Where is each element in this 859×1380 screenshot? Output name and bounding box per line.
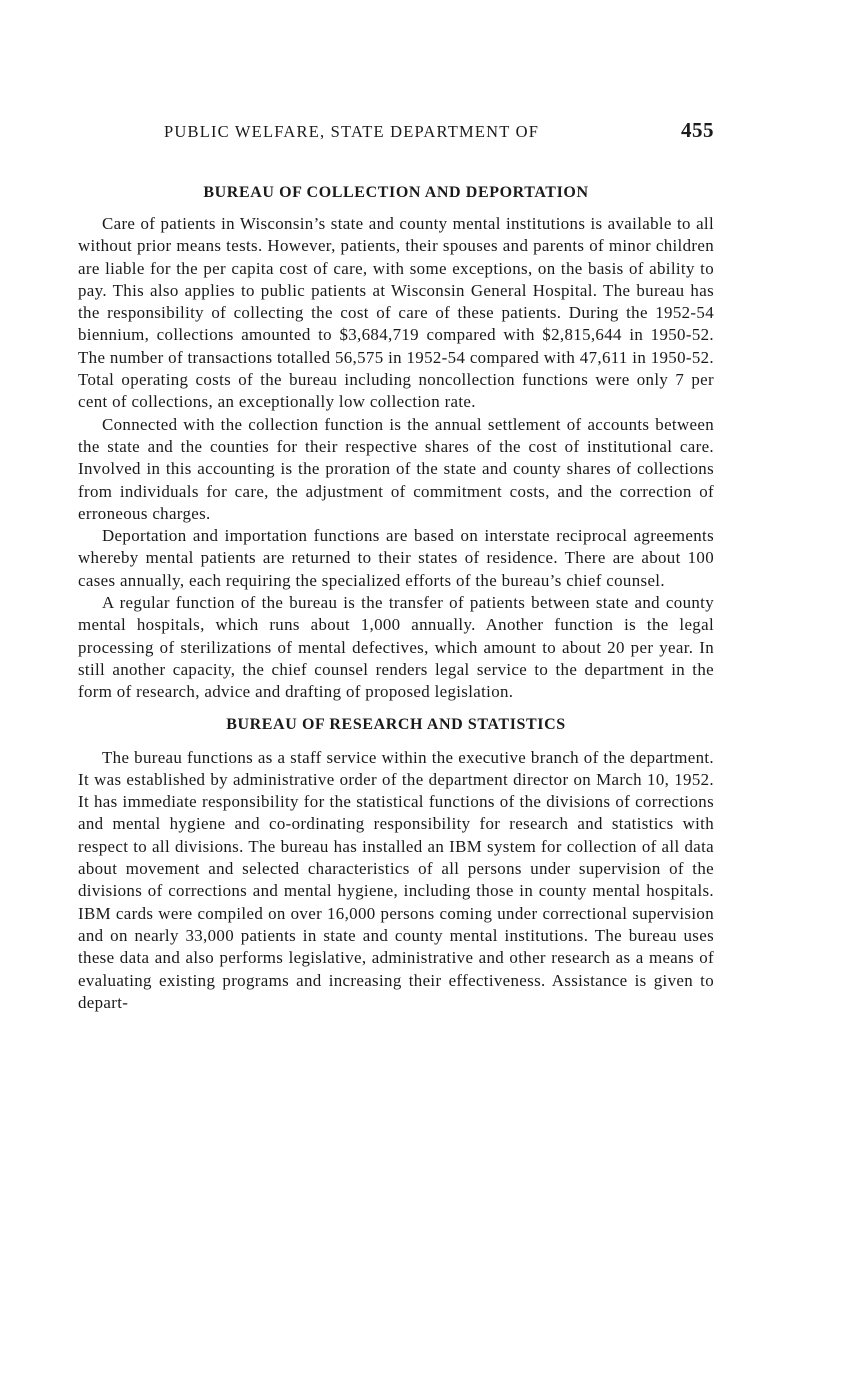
document-page [78, 118, 714, 1014]
paragraph-transfer: A regular function of the bureau is the transfer of patients between state and county mental hospitals, which runs about 1,000 annually. Another function is the legal processing of sterilizations of mental defectives, which amount to about 20 per year. In still another capacity, the chief counsel renders legal service to the department in the form of research, advice and drafting of proposed legislation. [78, 593, 714, 702]
paragraph-research-bureau: The bureau functions as a staff service within the executive branch of the department. It was established by administrative order of the department director on March 10, 1952. It has immediate responsibility for the statistical functions of the divisions of corrections and mental hygiene and co-ordinating responsibility for research and statistics with respect to all divisions. The bureau has installed an IBM system for collection of all data about movement and selected characteristics of all persons under supervision of the divisions of corrections and mental hygiene, including those in county mental hospitals. IBM cards were compiled on over 16,000 persons coming under correctional supervision and on nearly 33,000 patients in state and county mental institutions. The bureau uses these data and also performs legislative, administrative and other research as a means of evaluating existing programs and increasing their effectiveness. Assistance is given to depart- [78, 747, 714, 1012]
paragraph-collection-care: Care of patients in Wisconsin’s state and county mental institutions is available to all without prior means tests. However, patients, their spouses and parents of minor children are liable for the per capita cost of care, with some exceptions, on the basis of ability to pay. This also applies to public patients at Wisconsin General Hospital. The bureau has the responsibility of collecting the cost of care of these patients. During the 1952-54 biennium, collections amounted to $3,684,719 compared with $2,815,644 in 1950-52. The number of transactions totalled 56,575 in 1952-54 compared with 47,611 in 1950-52. Total operating costs of the bureau including noncollection functions were only 7 per cent of collections, an exceptionally low collection rate. [78, 214, 715, 412]
section-heading-research: BUREAU OF RESEARCH AND STATISTICS [226, 715, 566, 733]
page-number: 455 [681, 118, 714, 142]
paragraph-collection-settlement: Connected with the collection function is the annual settlement of accounts between the state and the counties for their respective shares of the cost of institutional care. Involved in this accounting is the proration of the state and county shares of collections from individuals for care, the adjustment of commitment costs, and the correction of erroneous charges. [78, 414, 714, 523]
running-header [78, 118, 714, 154]
section-heading-collection: BUREAU OF COLLECTION AND DEPORTATION [203, 184, 589, 201]
running-title: PUBLIC WELFARE, STATE DEPARTMENT OF [164, 122, 540, 141]
paragraph-deportation: Deportation and importation functions are based on interstate reciprocal agreements whereby mental patients are returned to their states of residence. There are about 100 cases annually, each requiring the specialized efforts of the bureau’s chief counsel. [78, 526, 714, 590]
